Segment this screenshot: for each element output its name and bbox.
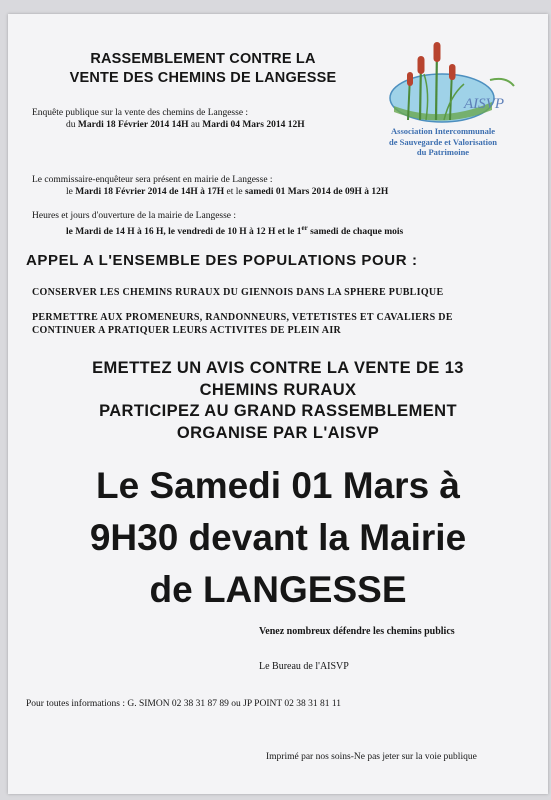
permettre-line-1: PERMETTRE AUX PROMENEURS, RANDONNEURS, VETETISTES ET CAVALIERS DE — [32, 312, 453, 323]
footer-note: Imprimé par nos soins-Ne pas jeter sur la voie publique — [266, 752, 477, 762]
horaires-a: Mardi de 14 H à 16 H — [75, 227, 164, 238]
enquete-line-1: Enquête publique sur la vente des chemins de Langesse : — [32, 108, 249, 118]
emettez-line-3: PARTICIPEZ AU GRAND RASSEMBLEMENT — [99, 402, 457, 420]
commissaire-line-1: Le commissaire-enquêteur sera présent en mairie de Langesse : — [32, 175, 273, 185]
horaires-line-2 — [32, 222, 403, 238]
horaires-b: , le vendredi de 10 H à 12 H et le 1 — [163, 227, 302, 238]
horaires-sup: er — [301, 224, 308, 232]
flyer-page — [8, 14, 548, 794]
enquete-start: Mardi 18 Février 2014 14H — [77, 120, 189, 130]
event-line-3: de LANGESSE — [149, 569, 407, 610]
horaires-c: samedi de chaque mois — [307, 227, 404, 238]
commissaire-second: samedi 01 Mars 2014 de 09H à 12H — [244, 187, 389, 197]
enquete-end: Mardi 04 Mars 2014 12H — [202, 120, 305, 130]
assoc-line-3: du Patrimoine — [416, 147, 470, 157]
event-line-2: 9H30 devant la Mairie — [89, 517, 467, 558]
commissaire-block — [32, 174, 388, 198]
assoc-line-1: Association Intercommunale — [391, 126, 495, 136]
aisvp-logo — [380, 36, 520, 128]
commissaire-line-2 — [32, 186, 388, 198]
horaires-line-1: Heures et jours d'ouverture de la mairie de Langesse : — [32, 211, 237, 221]
emettez-block — [28, 358, 528, 444]
event-line-1: Le Samedi 01 Mars à — [95, 465, 461, 506]
commissaire-first: Mardi 18 Février 2014 de 14H à 17H — [75, 187, 225, 197]
title-line-1: RASSEMBLEMENT CONTRE LA — [90, 51, 316, 67]
logo-letters: AISVP — [464, 96, 504, 112]
appel-heading: APPEL A L'ENSEMBLE DES POPULATIONS POUR : — [26, 252, 418, 269]
flyer-title — [38, 50, 368, 88]
bureau-signature: Le Bureau de l'AISVP — [259, 661, 349, 672]
reeds-pond-logo-icon — [380, 36, 520, 128]
horaires-prefix: le — [66, 227, 76, 238]
permettre-block — [32, 312, 453, 337]
emettez-line-2: CHEMINS RURAUX — [199, 380, 357, 399]
emettez-line-1: EMETTEZ UN AVIS CONTRE LA VENTE DE 13 — [92, 359, 464, 377]
emettez-line-4: ORGANISE PAR L'AISVP — [176, 423, 380, 442]
assoc-line-2: de Sauvegarde et Valorisation — [389, 136, 497, 147]
permettre-line-2: CONTINUER A PRATIQUER LEURS ACTIVITES DE PLEIN AIR — [32, 324, 342, 336]
association-name — [358, 126, 528, 158]
commissaire-mid: et le — [224, 187, 245, 197]
enquete-prefix: du — [66, 120, 78, 130]
enquete-block — [32, 107, 305, 131]
venez-line: Venez nombreux défendre les chemins publics — [259, 626, 455, 637]
enquete-mid: au — [188, 120, 203, 130]
contact-line: Pour toutes informations : G. SIMON 02 38 31 87 89 ou JP POINT 02 38 31 81 11 — [26, 699, 342, 709]
horaires-block — [32, 210, 403, 238]
conserver-line: CONSERVER LES CHEMINS RURAUX DU GIENNOIS DANS LA SPHERE PUBLIQUE — [32, 287, 444, 298]
event-headline — [18, 460, 538, 616]
enquete-line-2 — [32, 119, 305, 131]
title-line-2: VENTE DES CHEMINS DE LANGESSE — [69, 70, 337, 86]
commissaire-prefix: le — [66, 187, 76, 197]
